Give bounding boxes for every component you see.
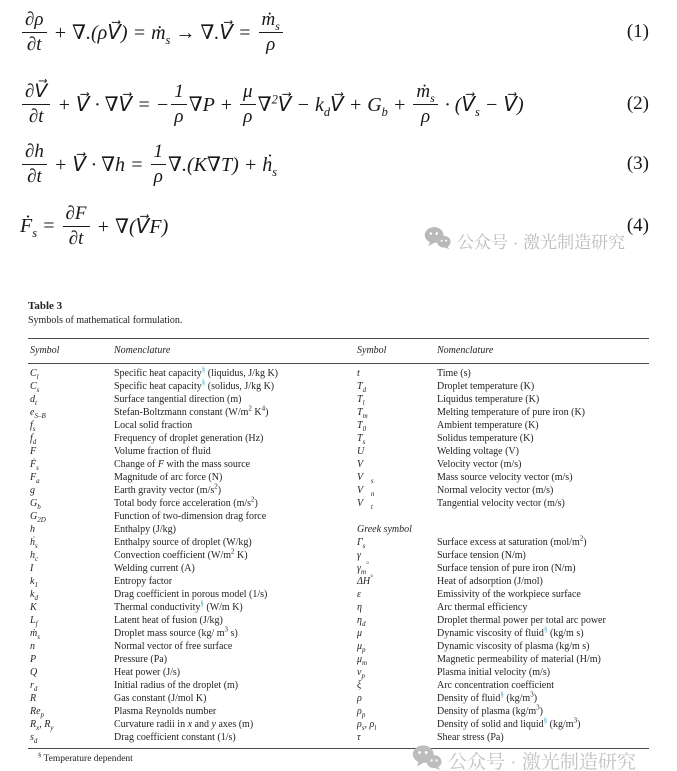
symbol-cell: R (30, 693, 37, 704)
symbol-cell: $\eta_d$ (357, 615, 366, 628)
table-row (30, 419, 649, 432)
symbol-cell: ρ (357, 693, 362, 704)
numerator: ṁ$_s$ (259, 9, 283, 32)
fraction (259, 9, 283, 55)
equation-text: + ∇.(ρV⃗) = ṁ$_s$ → ∇.V⃗ = (48, 21, 257, 47)
symbol-cell: V⃗ (357, 459, 371, 470)
fraction (171, 81, 187, 127)
symbol-cell: $k_1$ (30, 576, 38, 589)
equation-text: ∇P + (188, 93, 239, 116)
nomenclature-cell: Surface tension of pure iron (N/m) (437, 563, 576, 574)
denominator: ρ (243, 105, 253, 127)
table-row (30, 536, 649, 549)
nomenclature-cell: Surface excess at saturation $(mol/m^2)$ (437, 534, 587, 548)
header-nomenclature-2: Nomenclature (437, 345, 494, 356)
nomenclature-cell: Density of plasma $(kg/m^3)$ (437, 703, 543, 717)
nomenclature-cell: Droplet thermal power per total arc power (437, 615, 606, 626)
nomenclature-cell: Function of two-dimension drag force (114, 511, 267, 522)
symbol-cell: ξ (357, 680, 362, 691)
nomenclature-cell: Arc concentration coefficient (437, 680, 554, 691)
symbol-cell: $f_d$ (30, 433, 37, 446)
table-row (30, 562, 649, 575)
equation-body (20, 141, 277, 187)
symbol-cell: $T_d$ (357, 381, 367, 394)
nomenclature-cell: Dynamic viscosity of plasma (kg/m s) (437, 641, 590, 652)
nomenclature-cell: Plasma initial velocity (m/s) (437, 667, 551, 678)
equation (20, 6, 677, 58)
symbol-cell: Greek symbol (357, 524, 412, 535)
symbol-cell: $T_l$ (357, 394, 365, 407)
symbol-cell: $T_m$ (357, 407, 368, 420)
equation-text: · ($V⃗_s$ − V⃗) (439, 93, 524, 119)
equation (20, 200, 677, 252)
nomenclature-cell: Density of solid and liquid§ $(kg/m^3)$ (437, 716, 581, 730)
nomenclature-cell: Arc thermal efficiency (437, 602, 528, 613)
nomenclature-cell: Initial radius of the droplet (m) (114, 680, 239, 691)
header-symbol-1: Symbol (30, 345, 60, 356)
denominator: ρ (420, 105, 431, 127)
table-body (28, 364, 649, 749)
symbol-cell: $e_{S-B}$ (30, 407, 46, 420)
nomenclature-cell: Enthalpy (J/kg) (114, 524, 176, 535)
table-row (30, 523, 649, 536)
symbol-cell: μ (357, 628, 363, 639)
symbol-cell: $F_a$ (30, 472, 40, 485)
equation-text: ∇.(K∇T) + ḣ$_s$ (168, 153, 278, 179)
nomenclature-cell: Magnetic permeability of material (H/m) (437, 654, 601, 665)
symbol-cell: $k_d$ (30, 589, 38, 602)
equations (20, 6, 677, 252)
symbol-cell: $V⃗_s$ (357, 472, 374, 485)
symbol-cell: $G_{2D}$ (30, 511, 46, 524)
table-row (30, 679, 649, 692)
nomenclature-cell: Solidus temperature (K) (437, 433, 534, 444)
symbol-cell: Q (30, 667, 38, 678)
symbol-cell: F (30, 446, 37, 457)
symbol-cell: $R_x$, $R_y$ (30, 719, 54, 732)
numerator: ṁ$_s$ (413, 81, 437, 104)
table-row (30, 614, 649, 627)
symbol-cell (357, 510, 437, 523)
fraction (22, 141, 47, 187)
symbol-cell: $h_c$ (30, 550, 39, 563)
fraction (22, 9, 47, 55)
nomenclature-cell: Welding voltage (V) (437, 446, 519, 457)
equation-number: (4) (626, 215, 649, 236)
nomenclature-cell: Tangential velocity vector (m/s) (437, 498, 565, 509)
nomenclature-cell: Emissivity of the workpiece surface (437, 589, 581, 600)
table-row (30, 510, 649, 523)
table-row (30, 692, 649, 705)
equation-body (20, 9, 285, 55)
denominator: ρ (153, 165, 163, 187)
nomenclature-cell: Convection coefficient ($W/m^2$ K) (114, 547, 248, 561)
symbol-cell: $G_b$ (30, 498, 41, 511)
header-symbol-2: Symbol (357, 345, 387, 356)
table-row (30, 666, 649, 679)
symbol-cell: t (357, 368, 360, 379)
numerator: ∂h (22, 141, 47, 164)
nomenclature-cell: Stefan-Boltzmann constant ($W/m^2$ $K^4$) (114, 404, 269, 418)
fraction (240, 81, 256, 127)
wechat-icon (412, 744, 442, 771)
table-row (30, 588, 649, 601)
symbol-cell: P (30, 654, 37, 665)
watermark-text: 公众号 · 激光制造研究 (457, 233, 626, 252)
denominator: ρ (174, 105, 184, 127)
table-row (30, 406, 649, 419)
nomenclature-cell (437, 510, 649, 523)
denominator: ∂t (28, 105, 44, 127)
nomenclature-cell: Surface tangential direction (m) (114, 394, 242, 405)
nomenclature-cell: Pressure (Pa) (114, 654, 168, 665)
symbol-cell: $\Gamma_s$ (357, 537, 366, 550)
equation (20, 138, 677, 190)
table-row (30, 380, 649, 393)
numerator: ∂F (63, 203, 90, 226)
symbol-cell: $r_d$ (30, 680, 38, 693)
symbol-cell: ε (357, 589, 361, 600)
symbol-cell: $V⃗_n$ (357, 485, 375, 498)
nomenclature-cell: Velocity vector (m/s) (437, 459, 522, 470)
equation-body (20, 81, 524, 127)
nomenclature-cell: Time (s) (437, 368, 471, 379)
denominator: ∂t (26, 33, 42, 55)
symbol-cell: η (357, 602, 362, 613)
numerator: ∂V⃗ (22, 81, 50, 104)
symbol-cell: $Re_p$ (30, 706, 45, 719)
symbol-cell: g⃗ (30, 485, 43, 496)
nomenclature-cell: Heat power (J/s) (114, 667, 181, 678)
nomenclature-cell: Melting temperature of pure iron (K) (437, 407, 586, 418)
nomenclature-cell: Gas constant (J/mol K) (114, 693, 207, 704)
equation-number: (3) (626, 153, 649, 174)
equation (20, 78, 677, 130)
nomenclature-cell: Specific heat capacity§ (solidus, J/kg K) (114, 378, 275, 392)
nomenclature-cell: Droplet mass source (kg/ $m^3$ s) (114, 625, 238, 639)
symbol-cell: $d_t$ (30, 394, 37, 407)
symbol-cell: ṁ$_s$ (30, 628, 40, 641)
fraction (413, 81, 437, 127)
symbol-cell: $V⃗_t$ (357, 498, 373, 511)
symbols-table (28, 300, 649, 764)
symbol-cell: $f_s$ (30, 420, 36, 433)
symbol-cell: $T_s$ (357, 433, 366, 446)
nomenclature-cell: Entropy factor (114, 576, 173, 587)
table-row (30, 497, 649, 510)
symbol-cell: $T_0$ (357, 420, 367, 433)
fraction (22, 81, 50, 127)
symbol-cell: h (30, 524, 35, 535)
symbol-cell: ΔH° (357, 573, 373, 587)
nomenclature-cell: Volume fraction of fluid (114, 446, 211, 457)
table-row (30, 627, 649, 640)
denominator: ρ (266, 33, 276, 55)
nomenclature-cell: Normal velocity vector (m/s) (437, 485, 554, 496)
nomenclature-cell: Curvature radii in x and y axes (m) (114, 719, 254, 730)
table-row (30, 458, 649, 471)
symbol-cell: $\rho_s$, $\rho_l$ (357, 719, 377, 732)
nomenclature-cell: Specific heat capacity§ (liquidus, J/kg K) (114, 365, 279, 379)
table-row (30, 549, 649, 562)
nomenclature-cell: Drag coefficient in porous model (1/s) (114, 589, 268, 600)
table-title: Table 3 (28, 300, 63, 312)
table-row (30, 484, 649, 497)
nomenclature-cell: Dynamic viscosity of fluid§ (kg/m s) (437, 625, 584, 639)
nomenclature-cell (437, 523, 649, 536)
table-row (30, 601, 649, 614)
equation-text: Ḟ$_s$ = (20, 214, 61, 240)
nomenclature-cell: Mass source velocity vector (m/s) (437, 472, 573, 483)
footnote-text: Temperature dependent (43, 754, 133, 764)
symbol-cell: $\nu_p$ (357, 667, 365, 680)
watermark (412, 744, 636, 771)
symbol-cell: I (30, 563, 34, 574)
symbol-cell: $\rho_p$ (357, 706, 366, 719)
nomenclature-cell: Earth gravity vector $(m/s^2)$ (114, 482, 222, 496)
symbol-cell: Ḟ$_s$ (30, 459, 39, 472)
table-row (30, 367, 649, 380)
nomenclature-cell: Density of fluid§ $(kg/m^3)$ (437, 690, 538, 704)
nomenclature-cell: Droplet temperature (K) (437, 381, 535, 392)
table-row (30, 575, 649, 588)
nomenclature-cell: Change of F with the mass source (114, 459, 251, 470)
watermark-text: 公众号 · 激光制造研究 (448, 752, 636, 771)
denominator: ∂t (68, 227, 84, 249)
nomenclature-cell: Drag coefficient constant (1/s) (114, 732, 236, 743)
nomenclature-cell: Plasma Reynolds number (114, 706, 217, 717)
table-caption: Symbols of mathematical formulation. (28, 315, 183, 326)
nomenclature-cell: Welding current (A) (114, 563, 195, 574)
table-row (30, 653, 649, 666)
table-row (30, 718, 649, 731)
table-row (30, 445, 649, 458)
symbol-cell: $L_f$ (30, 615, 38, 628)
nomenclature-cell: Frequency of droplet generation (Hz) (114, 433, 264, 444)
nomenclature-cell: Magnitude of arc force (N) (114, 472, 223, 483)
symbol-cell: γ (357, 550, 361, 561)
nomenclature-cell: Shear stress (Pa) (437, 732, 504, 743)
equation-text: + V⃗ · ∇V⃗ = − (52, 93, 170, 116)
equation-text: + V⃗ · ∇h = (48, 153, 149, 176)
numerator: 1 (151, 141, 167, 164)
symbol-cell: $C_s$ (30, 381, 40, 394)
header-nomenclature-1: Nomenclature (114, 345, 171, 356)
equation-body (20, 203, 168, 249)
nomenclature-cell: Normal vector of free surface (114, 641, 233, 652)
symbol-cell: $\mu_m$ (357, 654, 368, 667)
symbol-cell: K (30, 602, 37, 613)
symbol-cell: $\gamma_m^\circ$ (357, 560, 369, 576)
symbol-cell: $s_d$ (30, 732, 38, 745)
fraction (63, 203, 90, 249)
numerator: 1 (171, 81, 187, 104)
symbol-cell: $\mu_p$ (357, 641, 366, 654)
numerator: ∂ρ (22, 9, 47, 32)
equation-text: + ∇(V⃗F) (91, 215, 169, 238)
footnote-marker: § (38, 751, 42, 759)
equation-number: (2) (626, 93, 649, 114)
equation-number: (1) (626, 21, 649, 42)
nomenclature-cell: Latent heat of fusion (J/kg) (114, 615, 223, 626)
nomenclature-cell: Local solid fraction (114, 420, 193, 431)
nomenclature-cell: Total body force acceleration $(m/s^2)$ (114, 495, 258, 509)
symbol-cell: U (357, 446, 365, 457)
nomenclature-cell: Thermal conductivity§ (W/m K) (114, 599, 243, 613)
symbol-cell: ḣ$_s$ (30, 537, 38, 550)
table-row (30, 640, 649, 653)
nomenclature-cell: Ambient temperature (K) (437, 420, 539, 431)
equation-text: ∇$^2$V⃗ − $k_dV⃗ + G_b$ + (257, 91, 412, 119)
numerator: μ (240, 81, 256, 104)
fraction (151, 141, 167, 187)
table-row (30, 471, 649, 484)
table-row (30, 432, 649, 445)
symbol-cell: n⃗ (30, 641, 43, 652)
denominator: ∂t (27, 165, 42, 187)
nomenclature-cell: Surface tension (N/m) (437, 550, 526, 561)
table-row (30, 731, 649, 744)
nomenclature-cell: Enthalpy source of droplet (W/kg) (114, 537, 252, 548)
table-row (30, 705, 649, 718)
nomenclature-cell: Heat of adsorption (J/mol) (437, 576, 543, 587)
symbol-cell: τ (357, 732, 361, 743)
nomenclature-cell: Liquidus temperature (K) (437, 394, 540, 405)
symbol-cell: $C_l$ (30, 368, 39, 381)
table-header-row (28, 338, 649, 364)
table-row (30, 393, 649, 406)
